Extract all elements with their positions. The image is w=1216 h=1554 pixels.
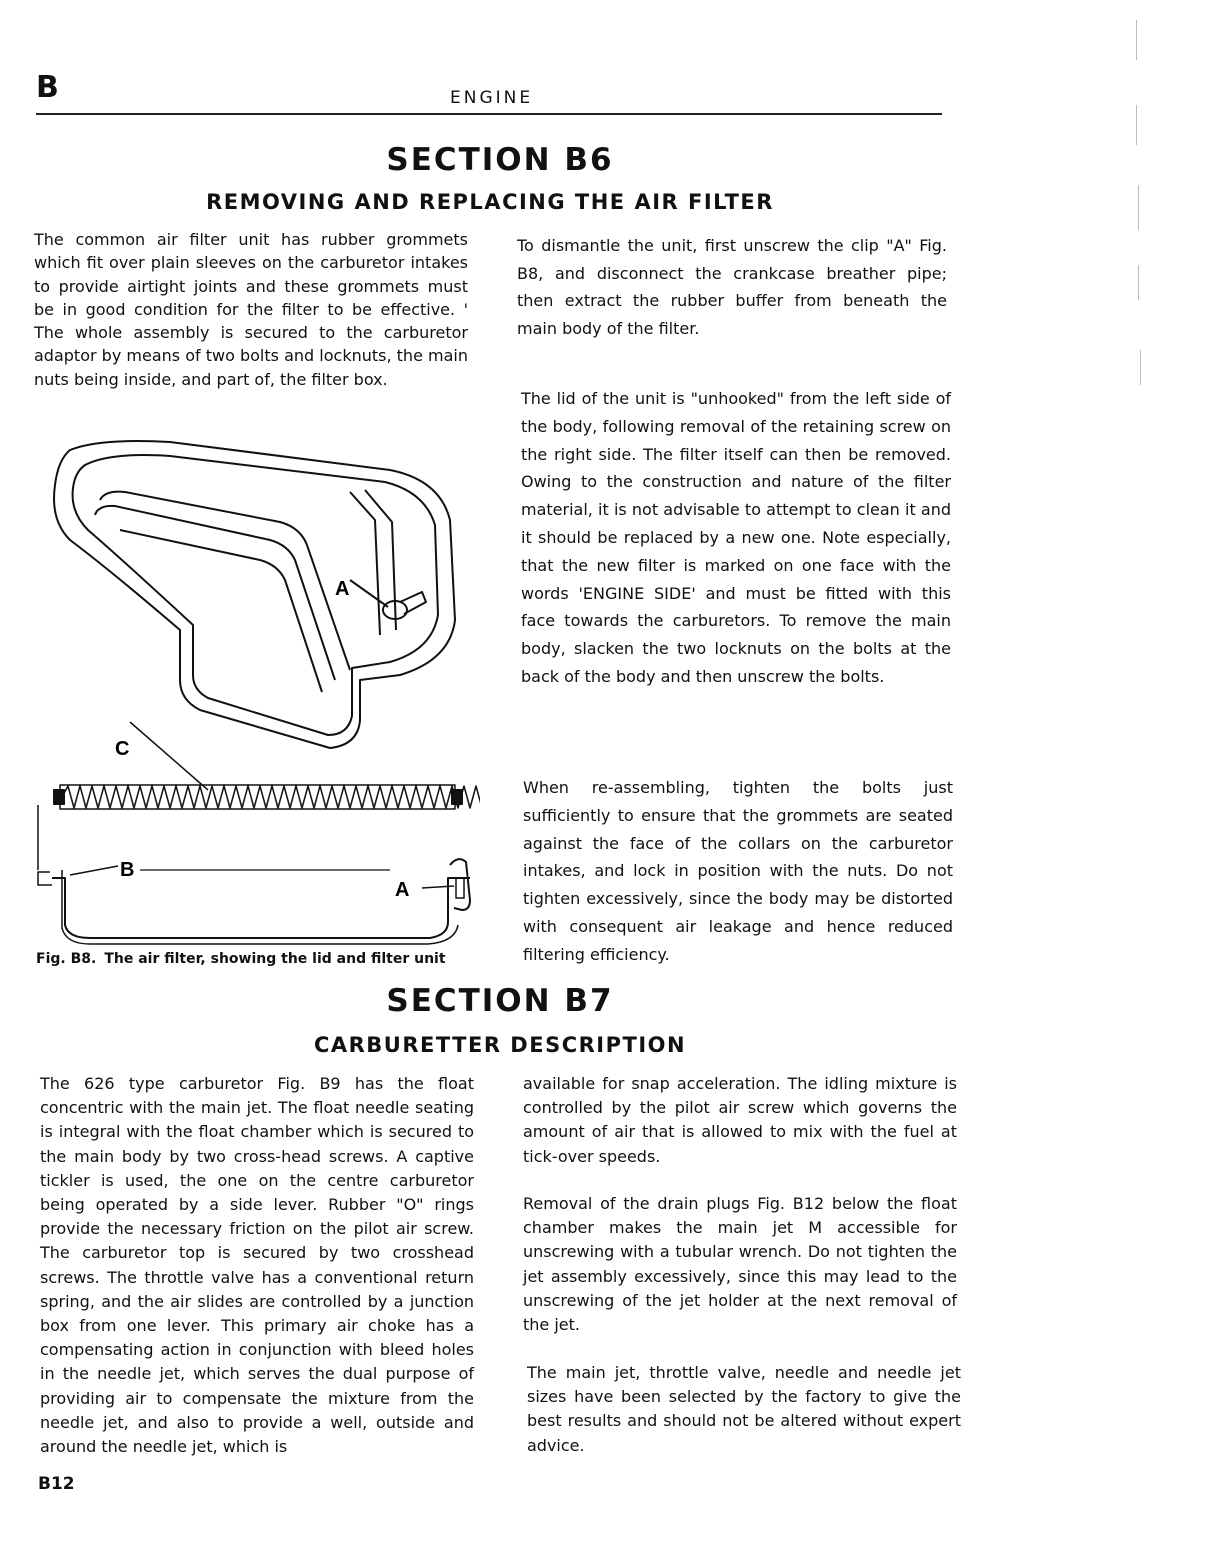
leader-c [130,722,208,790]
figure-label-a-top: A [335,578,350,600]
scan-edge-mark [1138,185,1139,230]
chapter-letter: B [36,70,59,105]
scan-edge-mark [1136,20,1137,60]
header-rule [36,113,942,115]
leader-b [70,866,118,875]
chapter-title: ENGINE [450,88,534,108]
filter-end-cap-left [54,790,64,804]
section-b7-subtitle: CARBURETTER DESCRIPTION [313,1033,687,1057]
figure-caption-text: The air filter, showing the lid and filter unit [104,951,446,967]
lid-clip-slot [456,878,464,898]
b6-lid-paragraph: The lid of the unit is "unhooked" from the left side of the body, following removal of the retaining screw on the right side. The filter itself can then be removed. Owing to the construction and nature of the filter material, it is not advisable to attempt to clean it and it should be replaced by a new one. Note especially, that the new filter is marked on one face with the words 'ENGINE SIDE' and must be fitted with this face towards the carburetors. To remove the main body, slacken the two locknuts on the bolts at the back of the body and then unscrew the bolts. [521,389,951,686]
b7-right-paragraph-3: The main jet, throttle valve, needle and needle jet sizes have been selected by the factory to give the best results and should not be altered without expert advice. [527,1363,961,1455]
page-number: B12 [38,1474,75,1494]
b6-dismantle-paragraph: To dismantle the unit, first unscrew the clip "A" Fig. B8, and disconnect the crankcase breather pipe; then extract the rubber buffer from beneath the main body of the filter. [517,236,947,338]
leader-a-bottom [422,886,454,888]
figure-caption [36,951,446,967]
figure-caption-number: Fig. B8. [36,951,97,967]
figure-label-b: B [120,859,135,881]
scan-edge-mark [1138,265,1139,300]
air-filter-illustration [30,430,480,950]
filter-rib-5 [365,490,396,630]
filter-rib-4 [350,492,380,635]
section-b7-title: SECTION B7 [386,983,614,1019]
filter-rib-1 [100,492,350,670]
b7-right-paragraph-1: available for snap acceleration. The idling mixture is controlled by the pilot air screw which governs the amount of air that is allowed to mix with the fuel at tick-over speeds. [523,1074,957,1166]
filter-end-cap-right [452,790,462,804]
filter-pleats [62,786,480,808]
b7-left-paragraph: The 626 type carburetor Fig. B9 has the float concentric with the main jet. The float needle seating is integral with the float chamber which is secured to the main body by two cross-head screws. A captive tickler is used, the one on the centre carburetor being operated by a side lever. Rubber "O" rings provide the necessary friction on the pilot air screw. The carburetor top is secured by two crosshead screws. The throttle valve has a conventional return spring, and the air slides are controlled by a junction box from one lever. This primary air choke has a compensating action in conjunction with bleed holes in the needle jet, which serves the dual purpose of providing air to compensate the mixture from the needle jet, and also to provide a well, outside and around the needle jet, which is [40,1074,474,1457]
b6-reassembly-paragraph: When re-assembling, tighten the bolts just sufficiently to ensure that the grommets are seated against the face of the collars on the carburetor intakes, and lock in position with the nuts. Do not tighten excessively, since the body may be distorted with consequent air leakage and hence reduced filtering efficiency. [523,778,953,964]
section-b6-title: SECTION B6 [386,142,614,178]
b6-intro-paragraph: The common air filter unit has rubber grommets which fit over plain sleeves on the carburetor intakes to provide airtight joints and these grommets must be in good condition for the filter to be effective. ' The whole assembly is secured to the carburetor adaptor by means of two bolts and locknuts, the main nuts being inside, and part of, the filter box. [34,230,468,389]
b7-right-paragraph-2: Removal of the drain plugs Fig. B12 below the float chamber makes the main jet M accessible for unscrewing with a tubular wrench. Do not tighten the jet assembly excessively, since this may lead to the unscrewing of the jet holder at the next removal of the jet. [523,1194,957,1335]
section-b6-subtitle: REMOVING AND REPLACING THE AIR FILTER [206,190,774,214]
scan-edge-mark [1140,350,1141,385]
scan-edge-mark [1136,105,1137,145]
figure-label-c: C [115,738,130,760]
lid-clip-a [450,859,470,910]
leader-a-top [350,580,388,607]
figure-label-a-bottom: A [395,879,410,901]
filter-body-inner-rim [73,455,438,735]
lid-hook [38,872,52,885]
